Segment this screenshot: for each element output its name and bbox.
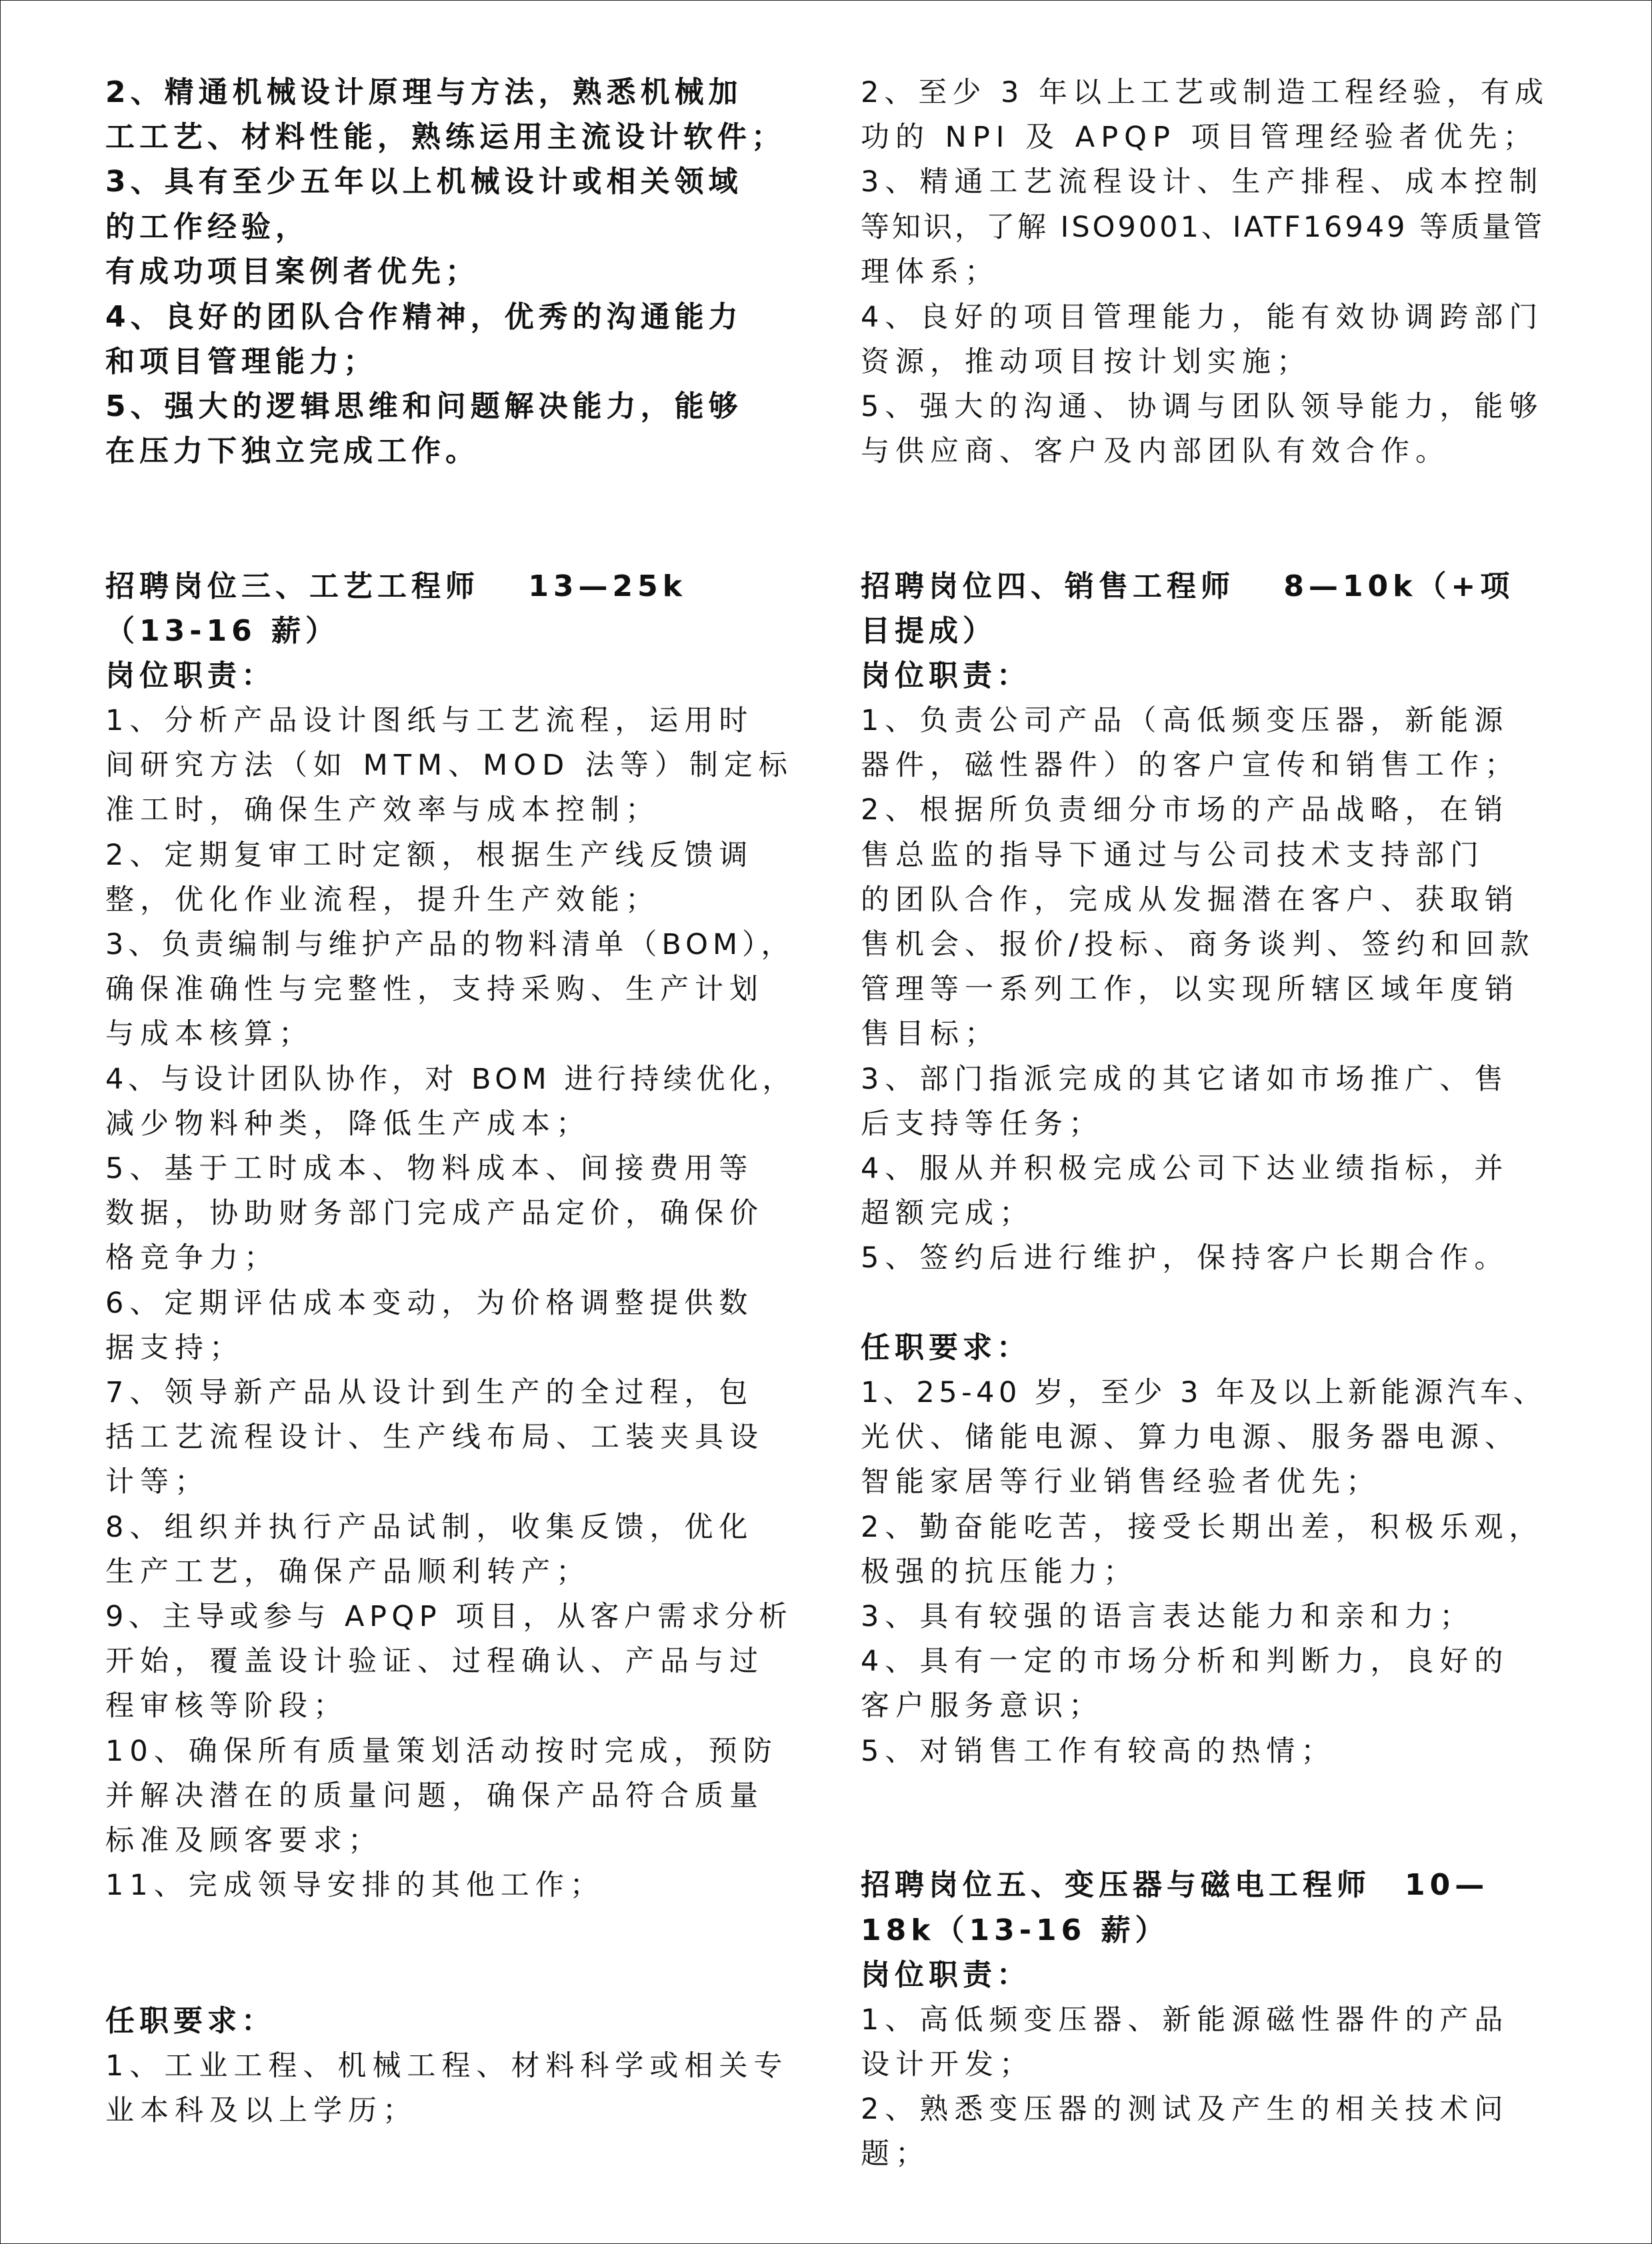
text-line: 功的 NPI 及 APQP 项目管理经验者优先； <box>861 121 1538 154</box>
text-line: 1、高低频变压器、新能源磁性器件的产品 <box>861 2003 1509 2037</box>
text-line: 工工艺、材料性能，熟练运用主流设计软件； <box>105 120 785 154</box>
text-line: 3、具有至少五年以上机械设计或相关领域 <box>105 165 743 199</box>
text-line: 间研究方法（如 MTM、MOD 法等）制定标 <box>105 749 793 782</box>
text-line: 业本科及以上学历； <box>105 2094 417 2127</box>
section-title: 18k（13-16 薪） <box>861 1913 1169 1947</box>
text-line: 资源，推动项目按计划实施； <box>861 345 1311 379</box>
text-line: 5、基于工时成本、物料成本、间接费用等 <box>105 1152 754 1185</box>
text-line: 售总监的指导下通过与公司技术支持部门 <box>861 839 1485 872</box>
text-line: 1、工业工程、机械工程、材料科学或相关专 <box>105 2049 789 2083</box>
text-line: 标准及顾客要求； <box>105 1824 383 1857</box>
text-line: 生产工艺，确保产品顺利转产； <box>105 1555 591 1589</box>
section-title: （13-16 薪） <box>105 614 340 648</box>
text-line: 2、定期复审工时定额，根据生产线反馈调 <box>105 839 754 872</box>
text-line: 格竞争力； <box>105 1241 279 1275</box>
text-line: 题； <box>861 2137 930 2171</box>
text-line: 11、完成领导安排的其他工作； <box>105 1869 605 1902</box>
text-line: 3、负责编制与维护产品的物料清单（BOM）， <box>105 928 795 961</box>
text-line: 9、主导或参与 APQP 项目，从客户需求分析 <box>105 1600 793 1633</box>
section-title: 招聘岗位四、销售工程师 8—10k（+项 <box>861 569 1515 603</box>
text-line: 理体系； <box>861 255 999 289</box>
text-line: 8、组织并执行产品试制，收集反馈，优化 <box>105 1511 754 1544</box>
text-line: 后支持等任务； <box>861 1107 1103 1141</box>
text-line: 售机会、报价/投标、商务谈判、签约和回款 <box>861 928 1535 961</box>
text-line: 2、勤奋能吃苦，接受长期出差，积极乐观， <box>861 1511 1544 1544</box>
text-line: 4、服从并积极完成公司下达业绩指标，并 <box>861 1152 1509 1185</box>
text-line: 4、良好的项目管理能力，能有效协调跨部门 <box>861 301 1544 334</box>
duties-heading: 岗位职责： <box>861 659 1031 693</box>
text-line: 并解决潜在的质量问题，确保产品符合质量 <box>105 1779 764 1813</box>
text-line: 程审核等阶段； <box>105 1689 348 1723</box>
section-title: 目提成） <box>861 614 997 648</box>
text-line: 超额完成； <box>861 1197 1034 1230</box>
text-line: 和项目管理能力； <box>105 345 377 379</box>
duties-heading: 岗位职责： <box>861 1958 1031 1992</box>
text-line: 计等； <box>105 1465 209 1499</box>
text-line: 据支持； <box>105 1331 244 1365</box>
text-line: 10、确保所有质量策划活动按时完成，预防 <box>105 1735 778 1768</box>
text-line: 有成功项目案例者优先； <box>105 255 479 289</box>
text-line: 4、具有一定的市场分析和判断力，良好的 <box>861 1645 1509 1678</box>
text-line: 等知识，了解 ISO9001、IATF16949 等质量管 <box>861 211 1545 244</box>
text-line: 2、熟悉变压器的测试及产生的相关技术问 <box>861 2093 1509 2126</box>
requirements-heading: 任职要求： <box>105 2004 275 2038</box>
text-line: 3、精通工艺流程设计、生产排程、成本控制 <box>861 165 1544 199</box>
text-line: 5、对销售工作有较高的热情； <box>861 1735 1336 1768</box>
text-line: 客户服务意识； <box>861 1689 1103 1723</box>
text-line: 2、精通机械设计原理与方法，熟悉机械加 <box>105 75 743 109</box>
text-line: 1、负责公司产品（高低频变压器，新能源 <box>861 704 1509 737</box>
requirements-heading: 任职要求： <box>861 1331 1031 1365</box>
text-line: 7、领导新产品从设计到生产的全过程，包 <box>105 1376 754 1409</box>
text-line: 开始，覆盖设计验证、过程确认、产品与过 <box>105 1645 764 1678</box>
text-line: 2、根据所负责细分市场的产品战略，在销 <box>861 793 1509 827</box>
text-line: 与供应商、客户及内部团队有效合作。 <box>861 435 1450 468</box>
text-line: 光伏、储能电源、算力电源、服务器电源、 <box>861 1421 1519 1454</box>
text-line: 数据，协助财务部门完成产品定价，确保价 <box>105 1197 764 1230</box>
text-line: 1、25-40 岁，至少 3 年及以上新能源汽车、 <box>861 1376 1547 1409</box>
text-line: 5、签约后进行维护，保持客户长期合作。 <box>861 1241 1509 1275</box>
text-line: 6、定期评估成本变动，为价格调整提供数 <box>105 1287 754 1320</box>
text-line: 售目标； <box>861 1017 999 1051</box>
text-line: 与成本核算； <box>105 1017 313 1051</box>
section-title: 招聘岗位三、工艺工程师 13—25k <box>105 569 687 603</box>
text-line: 准工时，确保生产效率与成本控制； <box>105 793 660 827</box>
text-line: 4、与设计团队协作，对 BOM 进行持续优化， <box>105 1063 795 1096</box>
text-line: 减少物料种类，降低生产成本； <box>105 1107 591 1141</box>
text-line: 确保准确性与完整性，支持采购、生产计划 <box>105 973 764 1006</box>
text-line: 3、部门指派完成的其它诸如市场推广、售 <box>861 1063 1509 1096</box>
text-line: 2、至少 3 年以上工艺或制造工程经验，有成 <box>861 76 1549 109</box>
duties-heading: 岗位职责： <box>105 659 275 693</box>
text-line: 的团队合作，完成从发掘潜在客户、获取销 <box>861 883 1519 917</box>
text-line: 3、具有较强的语言表达能力和亲和力； <box>861 1600 1475 1633</box>
text-line: 4、良好的团队合作精神，优秀的沟通能力 <box>105 300 743 334</box>
text-line: 设计开发； <box>861 2048 1034 2081</box>
text-line: 整，优化作业流程，提升生产效能； <box>105 883 660 917</box>
text-line: 器件，磁性器件）的客户宣传和销售工作； <box>861 749 1519 782</box>
section-title: 招聘岗位五、变压器与磁电工程师 10— <box>861 1868 1489 1902</box>
text-line: 1、分析产品设计图纸与工艺流程，运用时 <box>105 704 754 737</box>
text-line: 括工艺流程设计、生产线布局、工装夹具设 <box>105 1421 764 1454</box>
text-line: 5、强大的沟通、协调与团队领导能力，能够 <box>861 390 1544 423</box>
text-line: 在压力下独立完成工作。 <box>105 434 479 468</box>
text-line: 智能家居等行业销售经验者优先； <box>861 1465 1381 1499</box>
text-line: 的工作经验， <box>105 210 309 244</box>
text-line: 极强的抗压能力； <box>861 1555 1138 1589</box>
text-line: 管理等一系列工作，以实现所辖区域年度销 <box>861 973 1519 1006</box>
text-line: 5、强大的逻辑思维和问题解决能力，能够 <box>105 389 743 423</box>
